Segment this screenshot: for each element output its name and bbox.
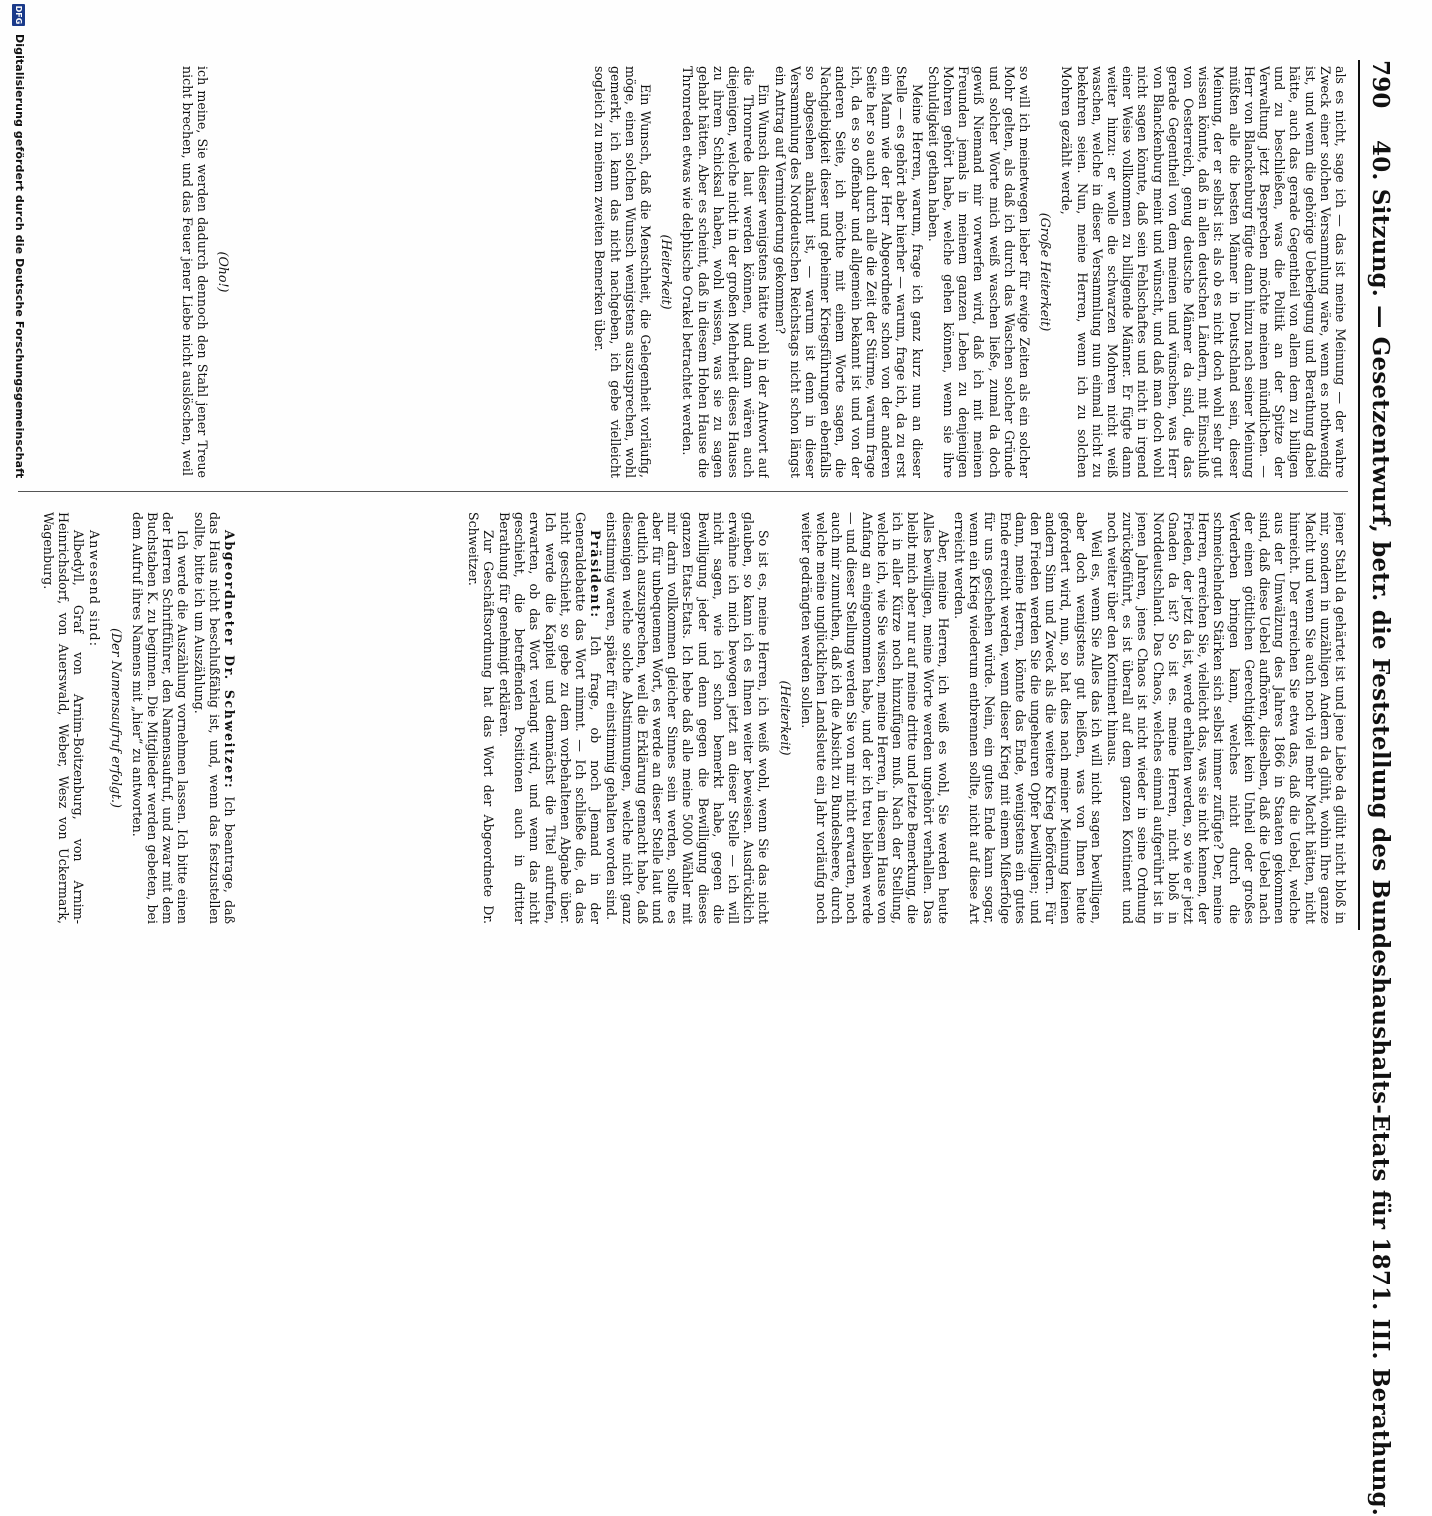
speaker-president: Präsident: [588,530,604,619]
left-paragraph: Ein Wunsch dieser wenigstens hätte wohl in der Antwort auf die Thronrede laut werden können, und dann wären auch diejenigen, welche nicht in der großen Mehrheit dieses Hauses zu ihrem Schicksal haben, wohl wissen, was sie zu sagen gehabt hätten. Aber es scheint, daß in diesem Hohen Hause die Thronreden etwas wie delphische Orakel betrachtet werden. [680,66,772,478]
speaker-schweitzer: Abgeordneter Dr. Schweitzer: [222,530,237,790]
schweitzer-speech: Ich beantrage, daß das Haus nicht beschlußfähig ist, und, wenn das festzustellen sollte, bitte ich um Auszählung. [191,512,237,924]
interjection: (Heiterkeit) [777,680,793,756]
right-column-end [22,512,237,924]
left-paragraph: Ein Wunsch, daß die Menschheit, die Gelegenheit vorläufig, möge, einen solchen Wunsch wenigstens auszusprechen, wohl gemerkt, ich kann das nicht nachgeben, ich gebe vielleicht sogleich zu meinem zweiten Bemerken über. [592,66,654,478]
left-paragraph: als es nicht, sage ich — das ist meine Meinung — der wahre Zweck einer solchen Versammlung wäre, wenn es nothwendig ist, und wenn die gehörige Ueberlegung und Berathung dabei hätte, auch das gerade Gegentheil von allem dem zu billigen und zu beschließen, was die Politik an der Spitze der Verwaltung jetzt Besprechen möchte meinen mündlichen. — Herr von Blanckenburg fügte dann hinzu nach seiner Meinung müßten alle die besten Männer in Deutschland sein, dieser Meinung, der er selbst ist: als ob es nicht doch wohl sehr gut wissen könnte, daß in allen deutschen Ländern, mit Einschluß von Oesterreich, genug deutsche Männer da sind, die das gerade Gegentheil von dem meinen und wünschen, was Herr von Blanckenburg meint und wünscht, und daß man doch wohl nicht sagen könnte, daß sein Fehlschaftes und nicht in irgend einer Weise vollkommen zu billigende Männer. Er fügte dann weiter hinzu: er wolle die schwarzen Mohren nicht weiß waschen, welche in dieser Versammlung nun einmal nicht zu bekehren seien. Nun, meine Herren, wenn ich zu solchen Mohren gezählt werde, [1059,66,1348,478]
page-footer [5,0,27,1000]
left-paragraph: Meine Herren, warum, frage ich ganz kurz nun an dieser Stelle — es gehört aber hierher — warum, frage ich, da zu erst ein Mann wie der Herr Abgeordnete schon von der anderen Seite her so auch durch alle die Zeit der Stürme, warum frage ich, da es so offenbar und allgemein bekannt ist und von der anderen Seite, ich möchte mit einem Worte sagen, die Nachgiebigkeit dieser und geheimer Kriegsführungen ebenfalls so abgesehen ankannt ist, — warum ist denn in dieser Versammlung des Norddeutschen Reichstags nicht schon längst ein Antrag auf Verminderung gekommen? [772,66,925,478]
president-speech-2: Ich werde die Auszählung vornehmen lassen. Ich bitte einen der Herren Schriftführer, den Namensaufruf, und zwar mit dem Buchstaben K. zu beginnen. Die Mitglieder werden gebeten, bei dem Aufruf ihres Namens mit „hier“ zu antworten. [129,512,191,924]
right-paragraph: So ist es, meine Herren, ich weiß wohl, wenn Sie das nicht glauben, so kann ich es Ihnen weiter beweisen. Ausdrücklich erwähne ich mich bewogen jetzt an dieser Stelle — ich will nicht sagen, wie ich schon bemerkt habe, gegen die Bewilligung jeder und denn gegen die Bewilligung dieses ganzen Etats-Etats. Ich hebe daß alle meine 5000 Wähler mit mir darin vollkommen gleicher Sinnes sein werden, sollte es aber für unbequemen Wort, es werde an dieser Stelle laut und deutlich auszusprechen, weil die Erklärung gemacht habe, daß diesenigen welche solche Abstimmungen, welche nicht ganz einstimmig waren, später für einstimmig gehalten worden sind. [604,512,772,924]
interjection: (Oho!) [216,251,231,293]
president-speech: Ich frage, ob noch Jemand in der Generaldebatte das Wort nimmt. — Ich schließe die, da das nicht geschieht, so gebe zu dem vorbehaltenen Abgabe über. Ich werde die Kapitel und demnächst die Titel aufrufen, erwarten, ob das Wort verlangt wird, und wenn das nicht geschieht, die betreffenden Positionen auch in dritter Berathung für genehmigt erklären. [497,512,604,924]
digitization-credit: Digitalisierung gefördert durch die Deutsche Forschungsgemeinschaft [13,34,26,479]
right-column [238,512,1348,924]
left-column [238,66,1348,478]
right-paragraph: Weil es, wenn Sie Alles das ich will nicht sagen bewilligen, aber doch wenigstens gut heißen, was von Ihnen heute gefordert wird, nun, so hat dies nach meiner Meinung keinen andern Sinn und Zweck als die weitere Krieg befördern. Für den Frieden werden Sie die ungeheuren Opfer bewilligen; und dann, meine Herren, könnte das Ende, wenigstens ein gutes Ende erreicht werden, wenn dieser Krieg mit einem Mißerfolge für uns geschehen würde. Nein, ein gutes Ende kann sogar, wenn ein Krieg wiederum entbrennen sollte, nicht auf diese Art erreicht werden. [951,512,1104,924]
dfg-logo: DFG [14,5,23,25]
interjection: (Der Namensaufruf erfolgt.) [108,628,124,808]
header-rule [1358,60,1360,930]
left-column-end [22,66,237,478]
attendance-list: Albedyll, Graf von Arnim-Boitzenburg, von Arnim-Heinrichsdorf, von Auerswald, Weber, Wesz von Uckermark, Wagenburg. [40,512,87,924]
left-paragraph: ich meine, Sie werden dadurch dennoch den Stahl jener Treue nicht brechen, und das Feuer jener Liebe nicht auslöschen, weil [179,66,210,478]
column-divider [18,491,1348,492]
running-title: 40. Sitzung. — Gesetzentwurf, betr. die Feststellung des Bundeshaushalts-Etats für 1871. III. Berathung. [1367,140,1394,1516]
page-number: 790 [1367,60,1394,109]
attendance-heading: Anwesend sind: [87,530,103,648]
right-paragraph: Aber, meine Herren, ich weiß es wohl, Sie werden heute Alles bewilligen, meine Worte werden ungehört verhallen. Das bleibt mich aber nur auf meine dritte und letzte Bemerkung, die ich in aller Kürze noch hinzufügen muß. Nach der Stellung, welche ich, wie Sie wissen, meine Herren, in diesem Hause von Anfang an eingenommen habe, und der ich treu bleiben werde — und dieser Stellung werden Sie von mir nicht erwarten, noch auch mir zumuthen, daß ich die Absicht zu Bundesheere, durch welche meine unglücklichen Landsleute ein Jahr vorläufig noch weiter gedrängten werden sollen. [798,512,951,924]
interjection: (Große Heiterkeit) [1038,212,1054,332]
page-header [1354,60,1394,1516]
order-note: Zur Geschäftsordnung hat das Wort der Abgeordnete Dr. Schweitzer. [465,512,496,924]
interjection: (Heiterkeit) [659,234,675,310]
left-paragraph: so will ich meinetwegen lieber für ewige Zeiten als ein solcher Mohr gelten, als daß ich durch das Waschen solcher Gründe und solcher Worte mich weiß waschen ließe, zumal da doch gewiß Niemand mir vorwerfen wird, daß ich mit meinen Freunden jemals in meinem ganzen Leben zu denjenigen Mohren gehört habe, welche gehen können, wenn sie ihre Schuldigkeit gethan haben. [925,66,1032,478]
right-paragraph: jener Stahl da gehärtet ist und jene Liebe da glüht nicht bloß in mir, sondern in unzähligen Andern da glüht, wohin Ihre ganze Macht und wenn Sie auch noch viel mehr Macht hätten, nicht hinreicht. Der erreichen Sie etwa das, daß die Uebel, welche aus der Umwälzung des Jahres 1866 in Staaten gekommen sind, daß diese Uebel aufhören, dieselben, daß die Uebel nach der einen göttlichen Gerechtigkeit kein Unheil oder großes Verderben bringen kann, welches nicht durch die schmeichelnden Stärken sich selbst immer zufügte? Der, meine Herren, erreichen Sie, vielleicht das, was sie nicht kennen, der Frieden, der jetzt da ist, werde erhalten werden, so wie er jetzt Gnaden da ist? So ist es. meine Herren, nicht bloß in Norddeutschland. Das Chaos, welches einmal aufgerührt ist in jenen Jahren, jenes Chaos ist nicht wieder in seine Ordnung zurückgeführt, es ist überall auf dem ganzen Kontinent und noch weiter über den Kontinent hinaus. [1104,512,1348,924]
